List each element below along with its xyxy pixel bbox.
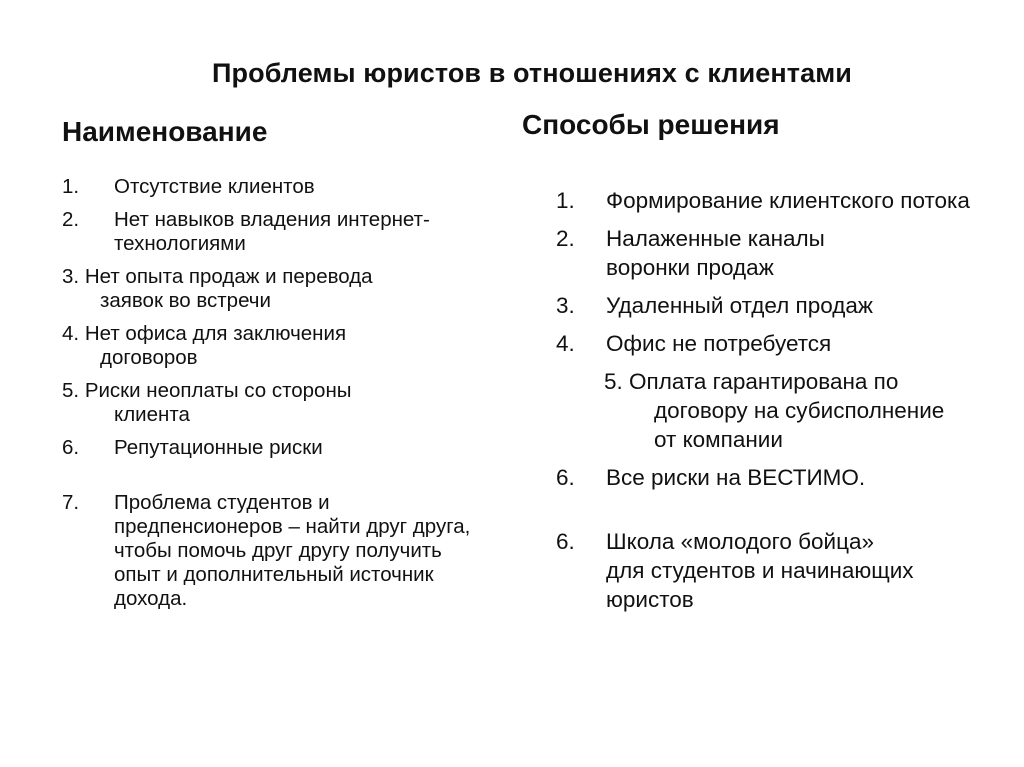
solution-item-6 — [556, 463, 976, 492]
item-number: 3. — [62, 265, 80, 288]
item-text: Школа «молодого бойца» для студентов и начинающих юристов — [606, 529, 914, 612]
solution-item-3 — [556, 291, 976, 320]
item-text: Нет навыков владения интернет-технологиями — [114, 208, 430, 255]
item-number: 4. — [62, 322, 80, 345]
item-number: 1. — [556, 188, 575, 213]
item-number: 2. — [62, 208, 80, 231]
item-text: Проблема студентов и предпенсионеров – найти друг друга, чтобы помочь друг другу получить опыт и дополнительный источник дохода. — [114, 491, 471, 610]
item-number: 5. — [604, 369, 623, 394]
solution-item-5 — [554, 367, 976, 454]
solution-item-1 — [556, 186, 976, 215]
item-text: Налаженные каналы воронки продаж — [606, 226, 825, 280]
slide-title: Проблемы юристов в отношениях с клиентами — [212, 58, 852, 88]
list-spacer — [62, 469, 502, 491]
item-number: 4. — [556, 331, 575, 356]
item-number: 6. — [556, 465, 575, 490]
right-column-heading: Способы решения — [522, 109, 780, 140]
item-text: Офис не потребуется — [606, 331, 832, 356]
item-text: Риски неоплаты со стороны — [84, 379, 352, 402]
problems-list — [62, 175, 502, 620]
problem-item-2 — [62, 208, 502, 256]
solution-item-7 — [556, 527, 976, 614]
item-text: Оплата гарантирована по — [629, 369, 899, 394]
problem-item-7 — [62, 491, 502, 611]
problem-item-5 — [62, 379, 502, 427]
problem-item-4 — [62, 322, 502, 370]
list-spacer — [556, 501, 976, 527]
solutions-list — [556, 186, 976, 623]
item-text: Отсутствие клиентов — [114, 175, 315, 198]
problem-item-6 — [62, 436, 502, 460]
item-text: Репутационные риски — [114, 436, 323, 459]
problem-item-1 — [62, 175, 502, 199]
item-text: Все риски на ВЕСТИМО. — [606, 465, 866, 490]
item-number: 6. — [62, 436, 80, 459]
solution-item-2 — [556, 224, 976, 282]
item-number: 2. — [556, 226, 575, 251]
item-number: 5. — [62, 379, 80, 402]
item-text-continued: клиента — [114, 403, 190, 426]
item-text: Формирование клиентского потока — [606, 188, 970, 213]
item-text: Нет опыта продаж и перевода — [84, 265, 373, 288]
item-text: Нет офиса для заключения — [84, 322, 347, 345]
left-column-heading: Наименование — [62, 116, 268, 147]
item-text-continued: договоров — [100, 346, 198, 369]
item-text: Удаленный отдел продаж — [606, 293, 873, 318]
item-number: 3. — [556, 293, 575, 318]
item-text-continued: заявок во встречи — [100, 289, 271, 312]
item-number: 7. — [62, 491, 80, 514]
problem-item-3 — [62, 265, 502, 313]
item-number: 6. — [556, 529, 575, 554]
item-number: 1. — [62, 175, 80, 198]
item-text-continued: договору на субисполнение от компании — [654, 398, 945, 452]
solution-item-4 — [556, 329, 976, 358]
